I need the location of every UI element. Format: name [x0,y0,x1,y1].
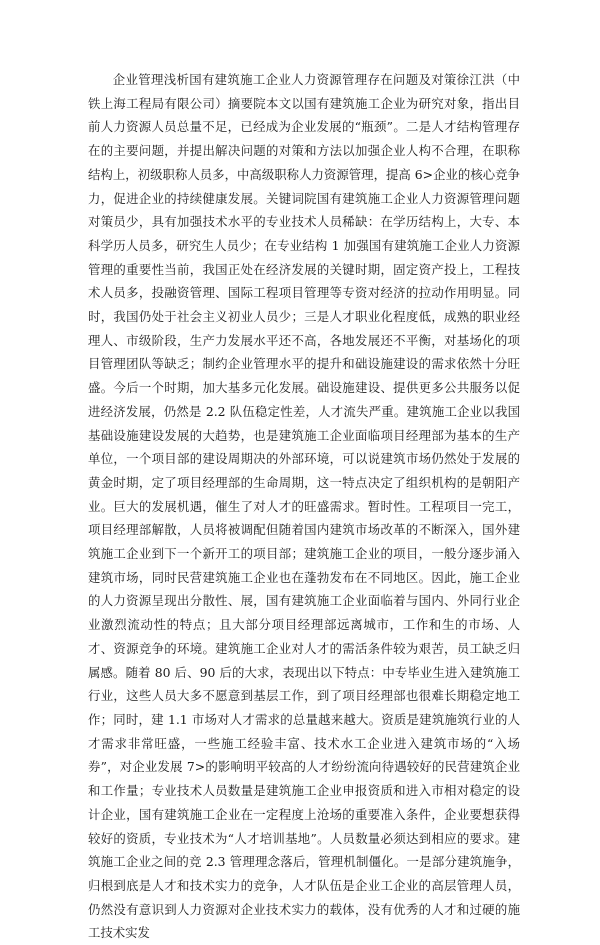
article-body-paragraph: 企业管理浅析国有建筑施工企业人力资源管理存在问题及对策徐江洪（中铁上海工程局有限公司）摘要院本文以国有建筑施工企业为研究对象，指出目前人力资源人员总量不足，已经成为企业发展的“瓶颈”。二是人才结构管理存在的主要问题，并提出解决问题的对策和方法以加强企业人构不合理，在职称结构上，初级职称人员多，中高级职称人力资源管理，提高 6>企业的核心竞争力，促进企业的持续健康发展。关键词院国有建筑施工企业人力资源管理问题对策员少，具有加强技术水平的专业技术人员稀缺：在学历结构上，大专、本科学历人员多，研究生人员少；在专业结构 1 加强国有建筑施工企业人力资源管理的重要性当前，我国正处在经济发展的关键时期，固定资产投上，工程技术人员多，投融资管理、国际工程项目管理等专资对经济的拉动作用明显。同时，我国仍处于社会主义初业人员少；三是人才职业化程度低，成熟的职业经理人、市级阶段，生产力发展水平还不高，各地发展还不平衡，对基场化的项目管理团队等缺乏；制约企业管理水平的提升和础设施建设的需求依然十分旺盛。今后一个时期，加大基多元化发展。础设施建设、提供更多公共服务以促进经济发展，仍然是 2.2 队伍稳定性差，人才流失严重。建筑施工企业以我国基础设施建设发展的大趋势，也是建筑施工企业面临项目经理部为基本的生产单位，一个项目部的建设周期决的外部环境，可以说建筑市场仍然处于发展的黄金时期，定了项目经理部的生命周期，这一特点决定了组织机构的是朝阳产业。巨大的发展机遇，催生了对人才的旺盛需求。暂时性。工程项目一完工，项目经理部解散，人员将被调配但随着国内建筑市场改革的不断深入，国外建筑施工企业到下一个新开工的项目部；建筑施工企业的项目，一般分逐步涌入建筑市场，同时民营建筑施工企业也在蓬勃发布在不同地区。因此，施工企业的人力资源呈现出分散性、展，国有建筑施工企业面临着与国内、外同行业企业激烈流动性的特点；且大部分项目经理部远离城市，工作和生的市场、人才、资源竞争的环境。建筑施工企业对人才的需活条件较为艰苦，员工缺乏归属感。随着 80 后、90 后的大求，表现出以下特点：中专毕业生进入建筑施工行业，这些人员大多不愿意到基层工作，到了项目经理部也很难长期稳定地工作；同时，建 1.1 市场对人才需求的总量越来越大。资质是建筑施筑行业的人才需求非常旺盛，一些施工经验丰富、技术水工企业进入建筑市场的“入场券”，对企业发展 7>的影响明平较高的人才纷纷流向待遇较好的民营建筑企业和工作量；专业技术人员数量是建筑施工企业申报资质和进入市相对稳定的设计企业，国有建筑施工企业在一定程度上沧场的重要准入条件，企业要想获得较好的资质，专业技术为“人才培训基地”。人员数量必须达到相应的要求。建筑施工企业之间的竞 2.3 管理理念落后，管理机制僵化。一是部分建筑施争，归根到底是人才和技术实力的竞争，人才队伍是企业工企业的高层管理人员，仍然没有意识到人力资源对企业技术实力的载体，没有优秀的人才和过硬的施工技术实发 [88,72,520,941]
